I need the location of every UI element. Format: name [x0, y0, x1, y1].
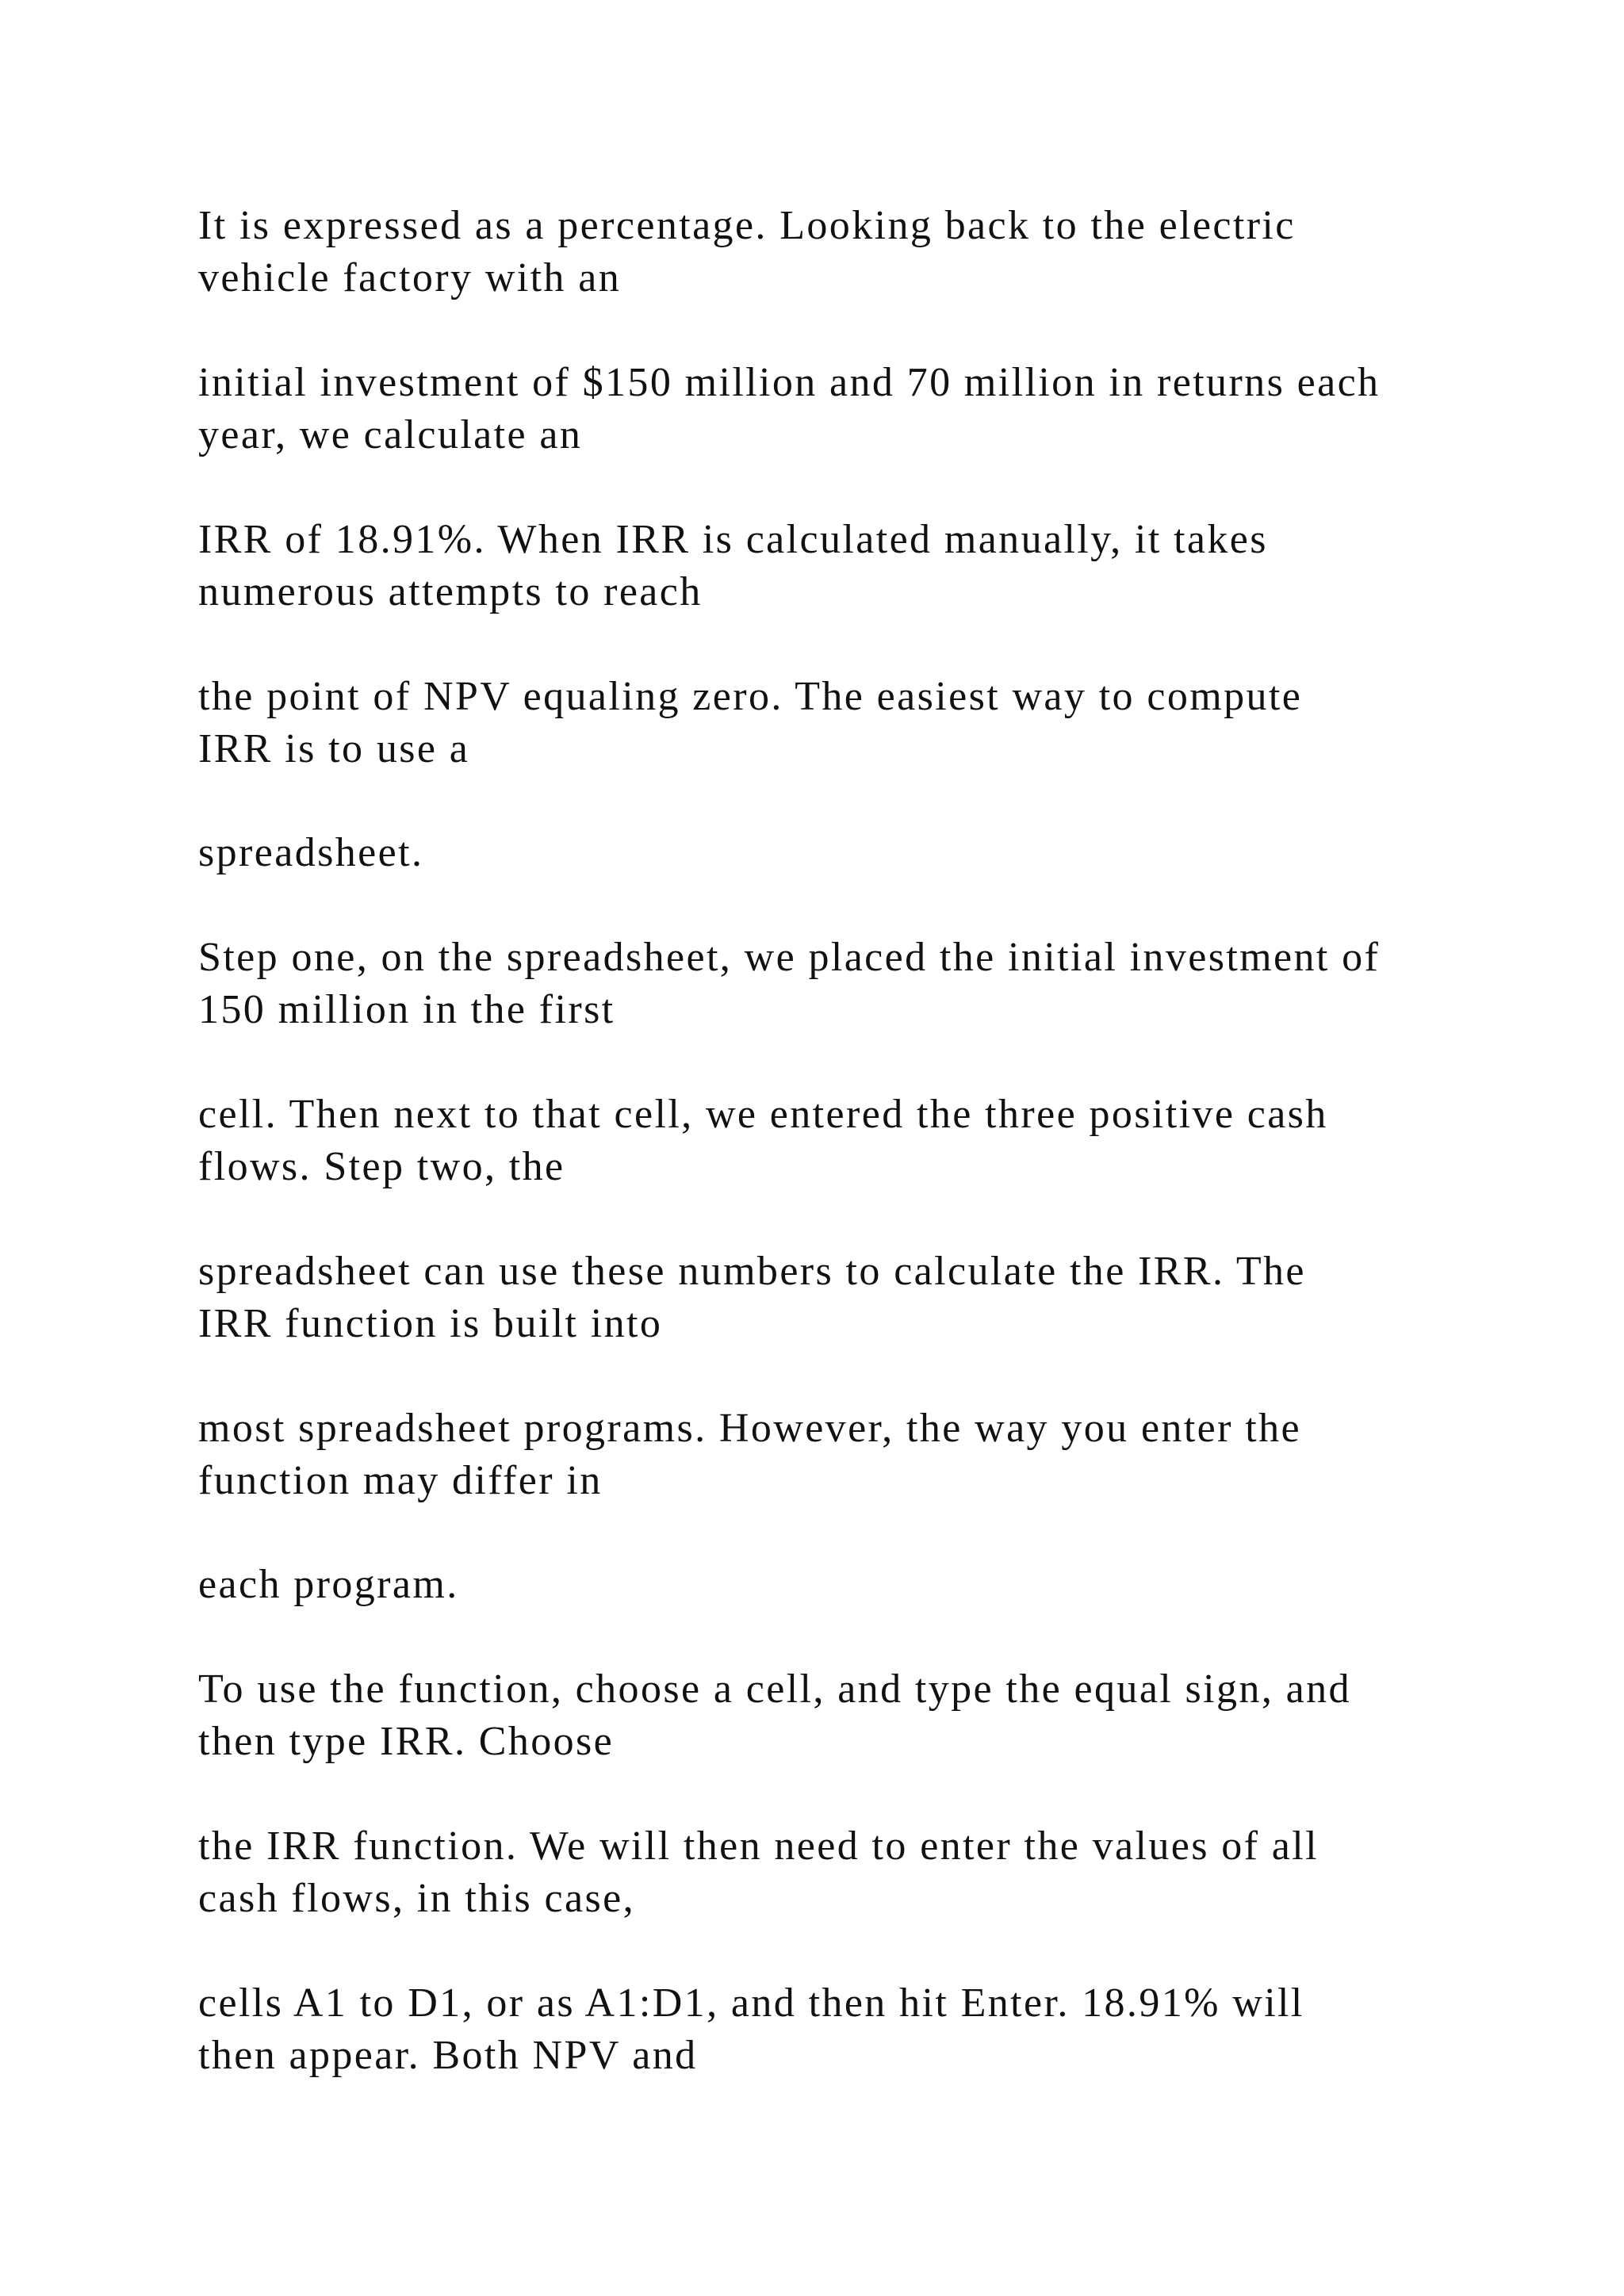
paragraph-line: function may differ in — [198, 1458, 603, 1503]
paragraph-1 — [198, 200, 1507, 304]
paragraph-line: spreadsheet can use these numbers to calculate the IRR. The — [198, 1249, 1306, 1294]
paragraph-line: cells A1 to D1, or as A1:D1, and then hit Enter. 18.91% will — [198, 1980, 1304, 2026]
paragraph-line: cell. Then next to that cell, we entered the three positive cash — [198, 1092, 1328, 1137]
paragraph-line: flows. Step two, the — [198, 1144, 565, 1189]
paragraph-5 — [198, 827, 1507, 879]
paragraph-line: the point of NPV equaling zero. The easiest way to compute — [198, 674, 1303, 719]
paragraph-line: cash flows, in this case, — [198, 1876, 636, 1921]
paragraph-line: each program. — [198, 1562, 459, 1607]
paragraph-line: then type IRR. Choose — [198, 1719, 615, 1764]
paragraph-12 — [198, 1820, 1507, 1925]
paragraph-line: Step one, on the spreadsheet, we placed the initial investment of — [198, 935, 1381, 980]
paragraph-line: It is expressed as a percentage. Looking back to the electric — [198, 203, 1296, 248]
paragraph-6 — [198, 932, 1507, 1036]
paragraph-9 — [198, 1402, 1507, 1507]
paragraph-line: numerous attempts to reach — [198, 569, 703, 614]
paragraph-line: IRR of 18.91%. When IRR is calculated manually, it takes — [198, 517, 1268, 562]
paragraph-line: spreadsheet. — [198, 830, 424, 875]
paragraph-3 — [198, 514, 1507, 618]
paragraph-line: the IRR function. We will then need to enter the values of all — [198, 1823, 1319, 1869]
paragraph-line: then appear. Both NPV and — [198, 2033, 698, 2078]
paragraph-line: year, we calculate an — [198, 412, 583, 457]
paragraph-10 — [198, 1559, 1507, 1611]
paragraph-13 — [198, 1977, 1507, 2082]
paragraph-line: vehicle factory with an — [198, 255, 622, 300]
paragraph-line: 150 million in the first — [198, 987, 615, 1032]
paragraph-line: initial investment of $150 million and 70 million in returns each — [198, 360, 1381, 405]
paragraph-11 — [198, 1663, 1507, 1768]
paragraph-7 — [198, 1089, 1507, 1193]
paragraph-2 — [198, 357, 1507, 461]
paragraph-line: IRR function is built into — [198, 1301, 663, 1346]
paragraph-line: To use the function, choose a cell, and type the equal sign, and — [198, 1667, 1351, 1712]
paragraph-8 — [198, 1246, 1507, 1350]
paragraph-4 — [198, 671, 1507, 775]
paragraph-line: IRR is to use a — [198, 726, 470, 771]
paragraph-line: most spreadsheet programs. However, the way you enter the — [198, 1406, 1301, 1451]
